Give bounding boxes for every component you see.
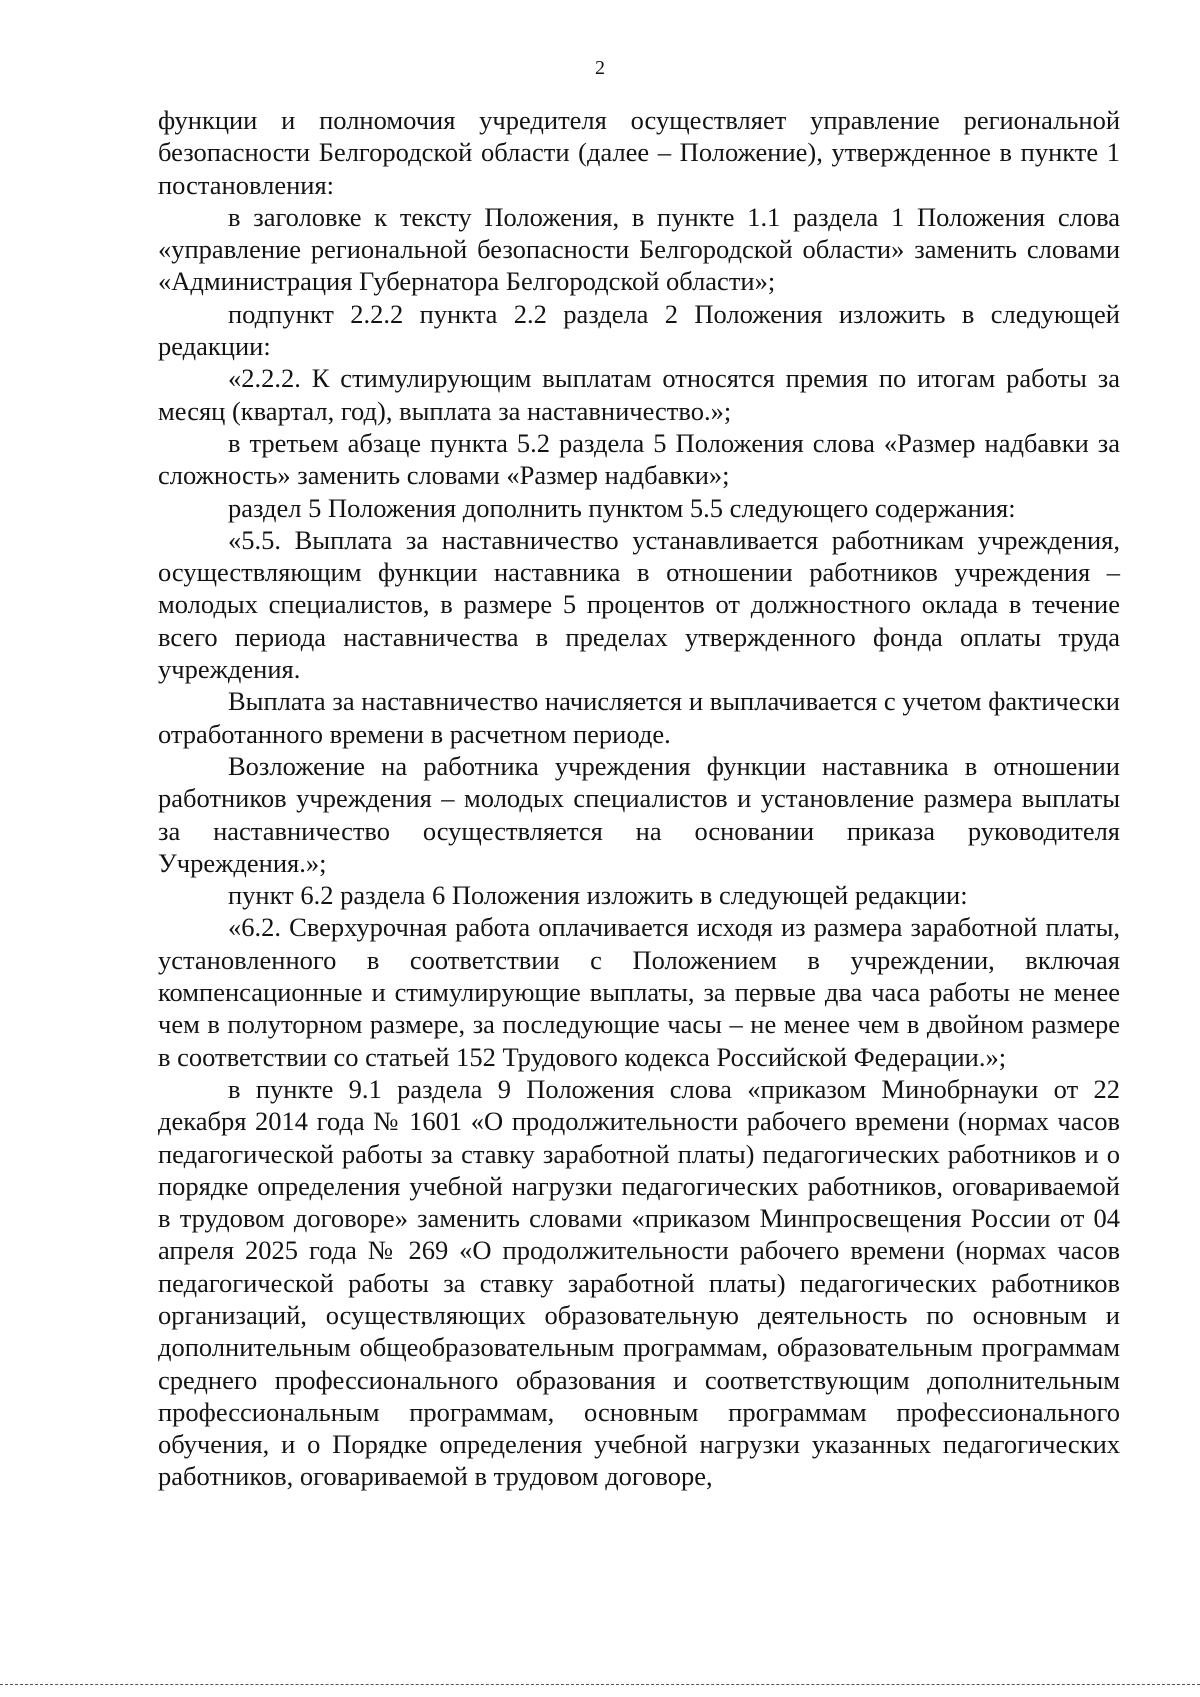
paragraph-point-9-1: в пункте 9.1 раздела 9 Положения слова «приказом Минобрнауки от 22 декабря 2014 года № 1601 «О продолжительности рабочего времени (нормах часов педагогической работы за ставку заработной платы) педагогических работников и о порядке определения учебной нагрузки педагогических работников, оговариваемой в трудовом договоре» заменить словами «приказом Минпросвещения России от 04 апреля 2025 года № 269 «О продолжительности рабочего времени (нормах часов педагогической работы за ставку заработной платы) педагогических работников организаций, осуществляющих образовательную деятельность по основным и дополнительным общеобразовательным программам, образовательным программам среднего профессионального образования и соответствующим дополнительным профессиональным программам, основным программам профессионального обучения, и о Порядке определения учебной нагрузки указанных педагогических работников, оговариваемой в трудовом договоре, (158, 1073, 1120, 1492)
page-number: 2 (595, 57, 605, 79)
paragraph-mentor-assignment: Возложение на работника учреждения функции наставника в отношении работников учреждения – молодых специалистов и установление размера выплаты за наставничество осуществляется на основании приказа руководителя Учреждения.»; (158, 750, 1120, 878)
scan-bottom-edge (0, 1684, 1200, 1685)
paragraph-title-amendment: в заголовке к тексту Положения, в пункте 1.1 раздела 1 Положения слова «управление региональной безопасности Белгородской области» заменить словами «Администрация Губернатора Белгородской области»; (158, 201, 1120, 297)
paragraph-mentorship-payment: Выплата за наставничество начисляется и выплачивается с учетом фактически отработанного времени в расчетном периоде. (158, 686, 1120, 749)
paragraph-quote-2-2-2: «2.2.2. К стимулирующим выплатам относятся премия по итогам работы за месяц (квартал, год), выплата за наставничество.»; (158, 363, 1120, 426)
paragraph-subpoint-2-2-2: подпункт 2.2.2 пункта 2.2 раздела 2 Положения изложить в следующей редакции: (158, 298, 1120, 362)
document-body (158, 104, 1120, 1493)
paragraph-quote-5-5: «5.5. Выплата за наставничество устанавливается работникам учреждения, осуществляющим функции наставника в отношении работников учреждения – молодых специалистов, в размере 5 процентов от должностного оклада в течение всего периода наставничества в пределах утвержденного фонда оплаты труда учреждения. (158, 524, 1120, 685)
paragraph-section-5-addition: раздел 5 Положения дополнить пунктом 5.5 следующего содержания: (228, 492, 1016, 523)
paragraph-quote-6-2: «6.2. Сверхурочная работа оплачивается исходя из размера заработной платы, установленного в соответствии с Положением в учреждении, включая компенсационные и стимулирующие выплаты, за первые два часа работы не менее чем в полуторном размере, за последующие часы – не менее чем в двойном размере в соответствии со статьей 152 Трудового кодекса Российской Федерации.»; (158, 912, 1120, 1072)
paragraph-point-6-2: пункт 6.2 раздела 6 Положения изложить в следующей редакции: (228, 880, 968, 911)
paragraph-continuation: функции и полномочия учредителя осуществляет управление региональной безопасности Белгородской области (далее – Положение), утвержденное в пункте 1 постановления: (158, 105, 1120, 200)
paragraph-point-5-2: в третьем абзаце пункта 5.2 раздела 5 Положения слова «Размер надбавки за сложность» заменить словами «Размер надбавки»; (158, 427, 1120, 491)
